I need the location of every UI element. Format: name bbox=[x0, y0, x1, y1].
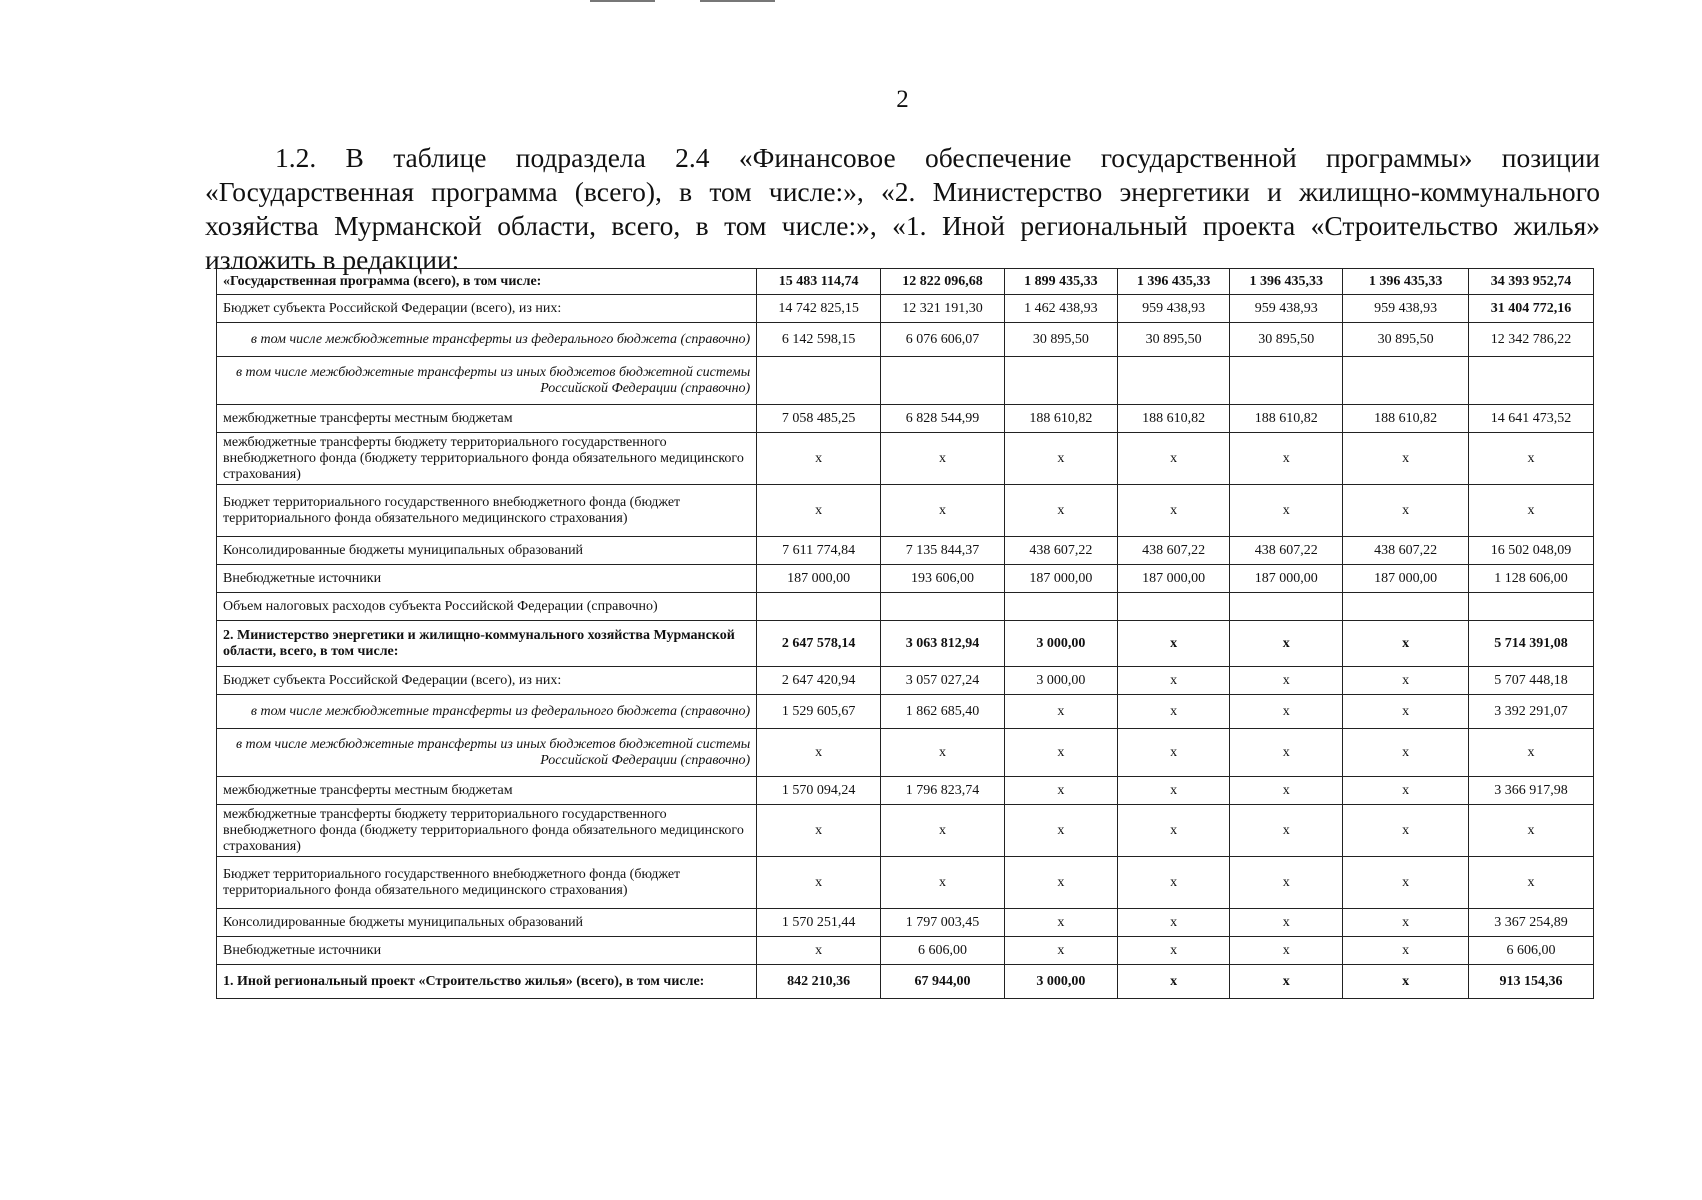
value-cell: x bbox=[1117, 695, 1230, 729]
value-cell: x bbox=[757, 485, 881, 537]
row-label: межбюджетные трансферты местным бюджетам bbox=[217, 777, 757, 805]
value-cell: x bbox=[1343, 857, 1469, 909]
value-cell bbox=[1117, 357, 1230, 405]
row-label: Внебюджетные источники bbox=[217, 565, 757, 593]
financing-table bbox=[216, 268, 1594, 999]
value-cell: 438 607,22 bbox=[1230, 537, 1343, 565]
value-cell: 34 393 952,74 bbox=[1469, 269, 1594, 295]
value-cell: x bbox=[1004, 695, 1117, 729]
value-cell: x bbox=[1004, 909, 1117, 937]
row-label: Бюджет субъекта Российской Федерации (всего), из них: bbox=[217, 667, 757, 695]
value-cell: x bbox=[1117, 937, 1230, 965]
value-cell: 6 142 598,15 bbox=[757, 323, 881, 357]
value-cell: 6 828 544,99 bbox=[881, 405, 1005, 433]
value-cell: x bbox=[1117, 433, 1230, 485]
value-cell bbox=[757, 593, 881, 621]
table-row bbox=[217, 537, 1594, 565]
value-cell: 3 057 027,24 bbox=[881, 667, 1005, 695]
value-cell: x bbox=[1004, 433, 1117, 485]
value-cell: 30 895,50 bbox=[1343, 323, 1469, 357]
value-cell: 15 483 114,74 bbox=[757, 269, 881, 295]
value-cell: 1 128 606,00 bbox=[1469, 565, 1594, 593]
intro-paragraph: 1.2. В таблице подраздела 2.4 «Финансовое обеспечение государственной программы» позиции «Государственная программа (всего), в том числе:», «2. Министерство энергетики и жилищно-коммунального хозяйства Мурманской области, всего, в том числе:», «1. Иной региональный проекта «Строительство жилья» изложить в редакции: bbox=[205, 142, 1600, 275]
value-cell: x bbox=[881, 485, 1005, 537]
table-row bbox=[217, 667, 1594, 695]
table-body bbox=[217, 269, 1594, 999]
table-row bbox=[217, 777, 1594, 805]
value-cell: x bbox=[757, 937, 881, 965]
table-row bbox=[217, 357, 1594, 405]
value-cell: 5 707 448,18 bbox=[1469, 667, 1594, 695]
value-cell: 1 797 003,45 bbox=[881, 909, 1005, 937]
value-cell: x bbox=[1343, 433, 1469, 485]
value-cell: 14 742 825,15 bbox=[757, 295, 881, 323]
value-cell: x bbox=[881, 857, 1005, 909]
table-row bbox=[217, 857, 1594, 909]
value-cell: 438 607,22 bbox=[1343, 537, 1469, 565]
value-cell: 187 000,00 bbox=[757, 565, 881, 593]
table-row bbox=[217, 405, 1594, 433]
value-cell: x bbox=[1117, 805, 1230, 857]
value-cell bbox=[1004, 593, 1117, 621]
value-cell bbox=[881, 593, 1005, 621]
value-cell: x bbox=[1004, 805, 1117, 857]
value-cell: x bbox=[1343, 965, 1469, 999]
value-cell: x bbox=[1343, 777, 1469, 805]
value-cell: x bbox=[1469, 433, 1594, 485]
value-cell: 12 321 191,30 bbox=[881, 295, 1005, 323]
value-cell: 6 076 606,07 bbox=[881, 323, 1005, 357]
value-cell: 1 862 685,40 bbox=[881, 695, 1005, 729]
value-cell: 7 611 774,84 bbox=[757, 537, 881, 565]
value-cell: 959 438,93 bbox=[1117, 295, 1230, 323]
value-cell bbox=[757, 357, 881, 405]
row-label: Бюджет территориального государственного внебюджетного фонда (бюджет территориального фонда обязательного медицинского страхования) bbox=[217, 857, 757, 909]
row-label: Консолидированные бюджеты муниципальных образований bbox=[217, 537, 757, 565]
table-row bbox=[217, 909, 1594, 937]
value-cell bbox=[1117, 593, 1230, 621]
value-cell: x bbox=[881, 805, 1005, 857]
value-cell bbox=[1343, 593, 1469, 621]
value-cell: 12 822 096,68 bbox=[881, 269, 1005, 295]
value-cell: 438 607,22 bbox=[1004, 537, 1117, 565]
value-cell: 5 714 391,08 bbox=[1469, 621, 1594, 667]
row-label: Внебюджетные источники bbox=[217, 937, 757, 965]
value-cell: 1 529 605,67 bbox=[757, 695, 881, 729]
value-cell: 3 366 917,98 bbox=[1469, 777, 1594, 805]
value-cell: 187 000,00 bbox=[1117, 565, 1230, 593]
table-row bbox=[217, 965, 1594, 999]
value-cell: x bbox=[1004, 777, 1117, 805]
value-cell: 3 000,00 bbox=[1004, 667, 1117, 695]
table-row bbox=[217, 621, 1594, 667]
value-cell: 3 367 254,89 bbox=[1469, 909, 1594, 937]
value-cell: x bbox=[757, 729, 881, 777]
value-cell: x bbox=[1230, 621, 1343, 667]
row-label: Объем налоговых расходов субъекта Российской Федерации (справочно) bbox=[217, 593, 757, 621]
value-cell: x bbox=[1469, 857, 1594, 909]
value-cell: x bbox=[1230, 667, 1343, 695]
value-cell bbox=[1230, 593, 1343, 621]
row-label: 2. Министерство энергетики и жилищно-коммунального хозяйства Мурманской области, всего, в том числе: bbox=[217, 621, 757, 667]
value-cell: 438 607,22 bbox=[1117, 537, 1230, 565]
value-cell: 187 000,00 bbox=[1004, 565, 1117, 593]
value-cell: x bbox=[1343, 805, 1469, 857]
value-cell: x bbox=[757, 805, 881, 857]
value-cell: x bbox=[881, 729, 1005, 777]
table-row bbox=[217, 433, 1594, 485]
value-cell: 3 000,00 bbox=[1004, 965, 1117, 999]
value-cell: 1 570 094,24 bbox=[757, 777, 881, 805]
value-cell: x bbox=[1343, 729, 1469, 777]
table-row bbox=[217, 805, 1594, 857]
value-cell: x bbox=[1343, 695, 1469, 729]
row-label: «Государственная программа (всего), в том числе: bbox=[217, 269, 757, 295]
value-cell: x bbox=[1004, 729, 1117, 777]
table-row bbox=[217, 593, 1594, 621]
value-cell: 3 000,00 bbox=[1004, 621, 1117, 667]
value-cell: 30 895,50 bbox=[1117, 323, 1230, 357]
value-cell: x bbox=[1230, 485, 1343, 537]
value-cell: x bbox=[1230, 937, 1343, 965]
value-cell: x bbox=[1230, 695, 1343, 729]
row-label: межбюджетные трансферты бюджету территориального государственного внебюджетного фонда (бюджету территориального фонда обязательного медицинского страхования) bbox=[217, 805, 757, 857]
value-cell: x bbox=[1117, 857, 1230, 909]
table-row bbox=[217, 695, 1594, 729]
value-cell: 2 647 578,14 bbox=[757, 621, 881, 667]
row-label: в том числе межбюджетные трансферты из иных бюджетов бюджетной системы Российской Федерации (справочно) bbox=[217, 729, 757, 777]
value-cell: x bbox=[1117, 667, 1230, 695]
table-row bbox=[217, 295, 1594, 323]
scan-mark-left bbox=[590, 0, 655, 2]
value-cell: 1 396 435,33 bbox=[1343, 269, 1469, 295]
value-cell: 67 944,00 bbox=[881, 965, 1005, 999]
value-cell: x bbox=[1117, 777, 1230, 805]
value-cell: x bbox=[1343, 909, 1469, 937]
value-cell: x bbox=[1469, 729, 1594, 777]
value-cell: x bbox=[1230, 805, 1343, 857]
table-row bbox=[217, 937, 1594, 965]
row-label: 1. Иной региональный проект «Строительство жилья» (всего), в том числе: bbox=[217, 965, 757, 999]
row-label: Бюджет субъекта Российской Федерации (всего), из них: bbox=[217, 295, 757, 323]
value-cell: 1 796 823,74 bbox=[881, 777, 1005, 805]
value-cell: x bbox=[1117, 729, 1230, 777]
scan-mark-right bbox=[700, 0, 775, 2]
value-cell: 2 647 420,94 bbox=[757, 667, 881, 695]
value-cell: 3 063 812,94 bbox=[881, 621, 1005, 667]
value-cell: x bbox=[1469, 485, 1594, 537]
value-cell: 842 210,36 bbox=[757, 965, 881, 999]
value-cell: 959 438,93 bbox=[1343, 295, 1469, 323]
value-cell: x bbox=[1343, 937, 1469, 965]
value-cell: 31 404 772,16 bbox=[1469, 295, 1594, 323]
value-cell: 30 895,50 bbox=[1004, 323, 1117, 357]
value-cell: 7 135 844,37 bbox=[881, 537, 1005, 565]
value-cell bbox=[1469, 593, 1594, 621]
value-cell: 188 610,82 bbox=[1004, 405, 1117, 433]
page-number: 2 bbox=[896, 86, 909, 113]
value-cell: 1 899 435,33 bbox=[1004, 269, 1117, 295]
value-cell bbox=[1469, 357, 1594, 405]
value-cell: x bbox=[1117, 485, 1230, 537]
row-label: Консолидированные бюджеты муниципальных образований bbox=[217, 909, 757, 937]
value-cell: 188 610,82 bbox=[1117, 405, 1230, 433]
value-cell: 1 570 251,44 bbox=[757, 909, 881, 937]
value-cell bbox=[1230, 357, 1343, 405]
value-cell: 1 396 435,33 bbox=[1230, 269, 1343, 295]
value-cell: 16 502 048,09 bbox=[1469, 537, 1594, 565]
value-cell bbox=[1004, 357, 1117, 405]
value-cell: x bbox=[1004, 937, 1117, 965]
value-cell: x bbox=[1230, 777, 1343, 805]
value-cell: 12 342 786,22 bbox=[1469, 323, 1594, 357]
value-cell: 959 438,93 bbox=[1230, 295, 1343, 323]
row-label: межбюджетные трансферты местным бюджетам bbox=[217, 405, 757, 433]
value-cell: 187 000,00 bbox=[1343, 565, 1469, 593]
value-cell bbox=[881, 357, 1005, 405]
value-cell: 913 154,36 bbox=[1469, 965, 1594, 999]
row-label: в том числе межбюджетные трансферты из федерального бюджета (справочно) bbox=[217, 323, 757, 357]
value-cell: x bbox=[1230, 729, 1343, 777]
table-row bbox=[217, 565, 1594, 593]
table-row bbox=[217, 485, 1594, 537]
value-cell: x bbox=[1343, 485, 1469, 537]
value-cell: x bbox=[1004, 857, 1117, 909]
value-cell: 188 610,82 bbox=[1343, 405, 1469, 433]
value-cell: x bbox=[1117, 909, 1230, 937]
table-row bbox=[217, 323, 1594, 357]
value-cell: 6 606,00 bbox=[881, 937, 1005, 965]
value-cell: x bbox=[1230, 909, 1343, 937]
value-cell: x bbox=[757, 433, 881, 485]
value-cell: 6 606,00 bbox=[1469, 937, 1594, 965]
value-cell: 3 392 291,07 bbox=[1469, 695, 1594, 729]
value-cell: x bbox=[1117, 965, 1230, 999]
value-cell: x bbox=[1343, 667, 1469, 695]
value-cell bbox=[1343, 357, 1469, 405]
value-cell: x bbox=[1230, 857, 1343, 909]
row-label: Бюджет территориального государственного внебюджетного фонда (бюджет территориального фонда обязательного медицинского страхования) bbox=[217, 485, 757, 537]
value-cell: x bbox=[1343, 621, 1469, 667]
value-cell: 1 462 438,93 bbox=[1004, 295, 1117, 323]
value-cell: 30 895,50 bbox=[1230, 323, 1343, 357]
row-label: межбюджетные трансферты бюджету территориального государственного внебюджетного фонда (бюджету территориального фонда обязательного медицинского страхования) bbox=[217, 433, 757, 485]
value-cell: x bbox=[1469, 805, 1594, 857]
value-cell: 188 610,82 bbox=[1230, 405, 1343, 433]
value-cell: x bbox=[1230, 433, 1343, 485]
table-row bbox=[217, 269, 1594, 295]
row-label: в том числе межбюджетные трансферты из иных бюджетов бюджетной системы Российской Федерации (справочно) bbox=[217, 357, 757, 405]
value-cell: x bbox=[1230, 965, 1343, 999]
value-cell: 14 641 473,52 bbox=[1469, 405, 1594, 433]
value-cell: x bbox=[881, 433, 1005, 485]
value-cell: 7 058 485,25 bbox=[757, 405, 881, 433]
row-label: в том числе межбюджетные трансферты из федерального бюджета (справочно) bbox=[217, 695, 757, 729]
value-cell: 187 000,00 bbox=[1230, 565, 1343, 593]
value-cell: x bbox=[1004, 485, 1117, 537]
value-cell: x bbox=[757, 857, 881, 909]
value-cell: 1 396 435,33 bbox=[1117, 269, 1230, 295]
value-cell: x bbox=[1117, 621, 1230, 667]
table-row bbox=[217, 729, 1594, 777]
value-cell: 193 606,00 bbox=[881, 565, 1005, 593]
